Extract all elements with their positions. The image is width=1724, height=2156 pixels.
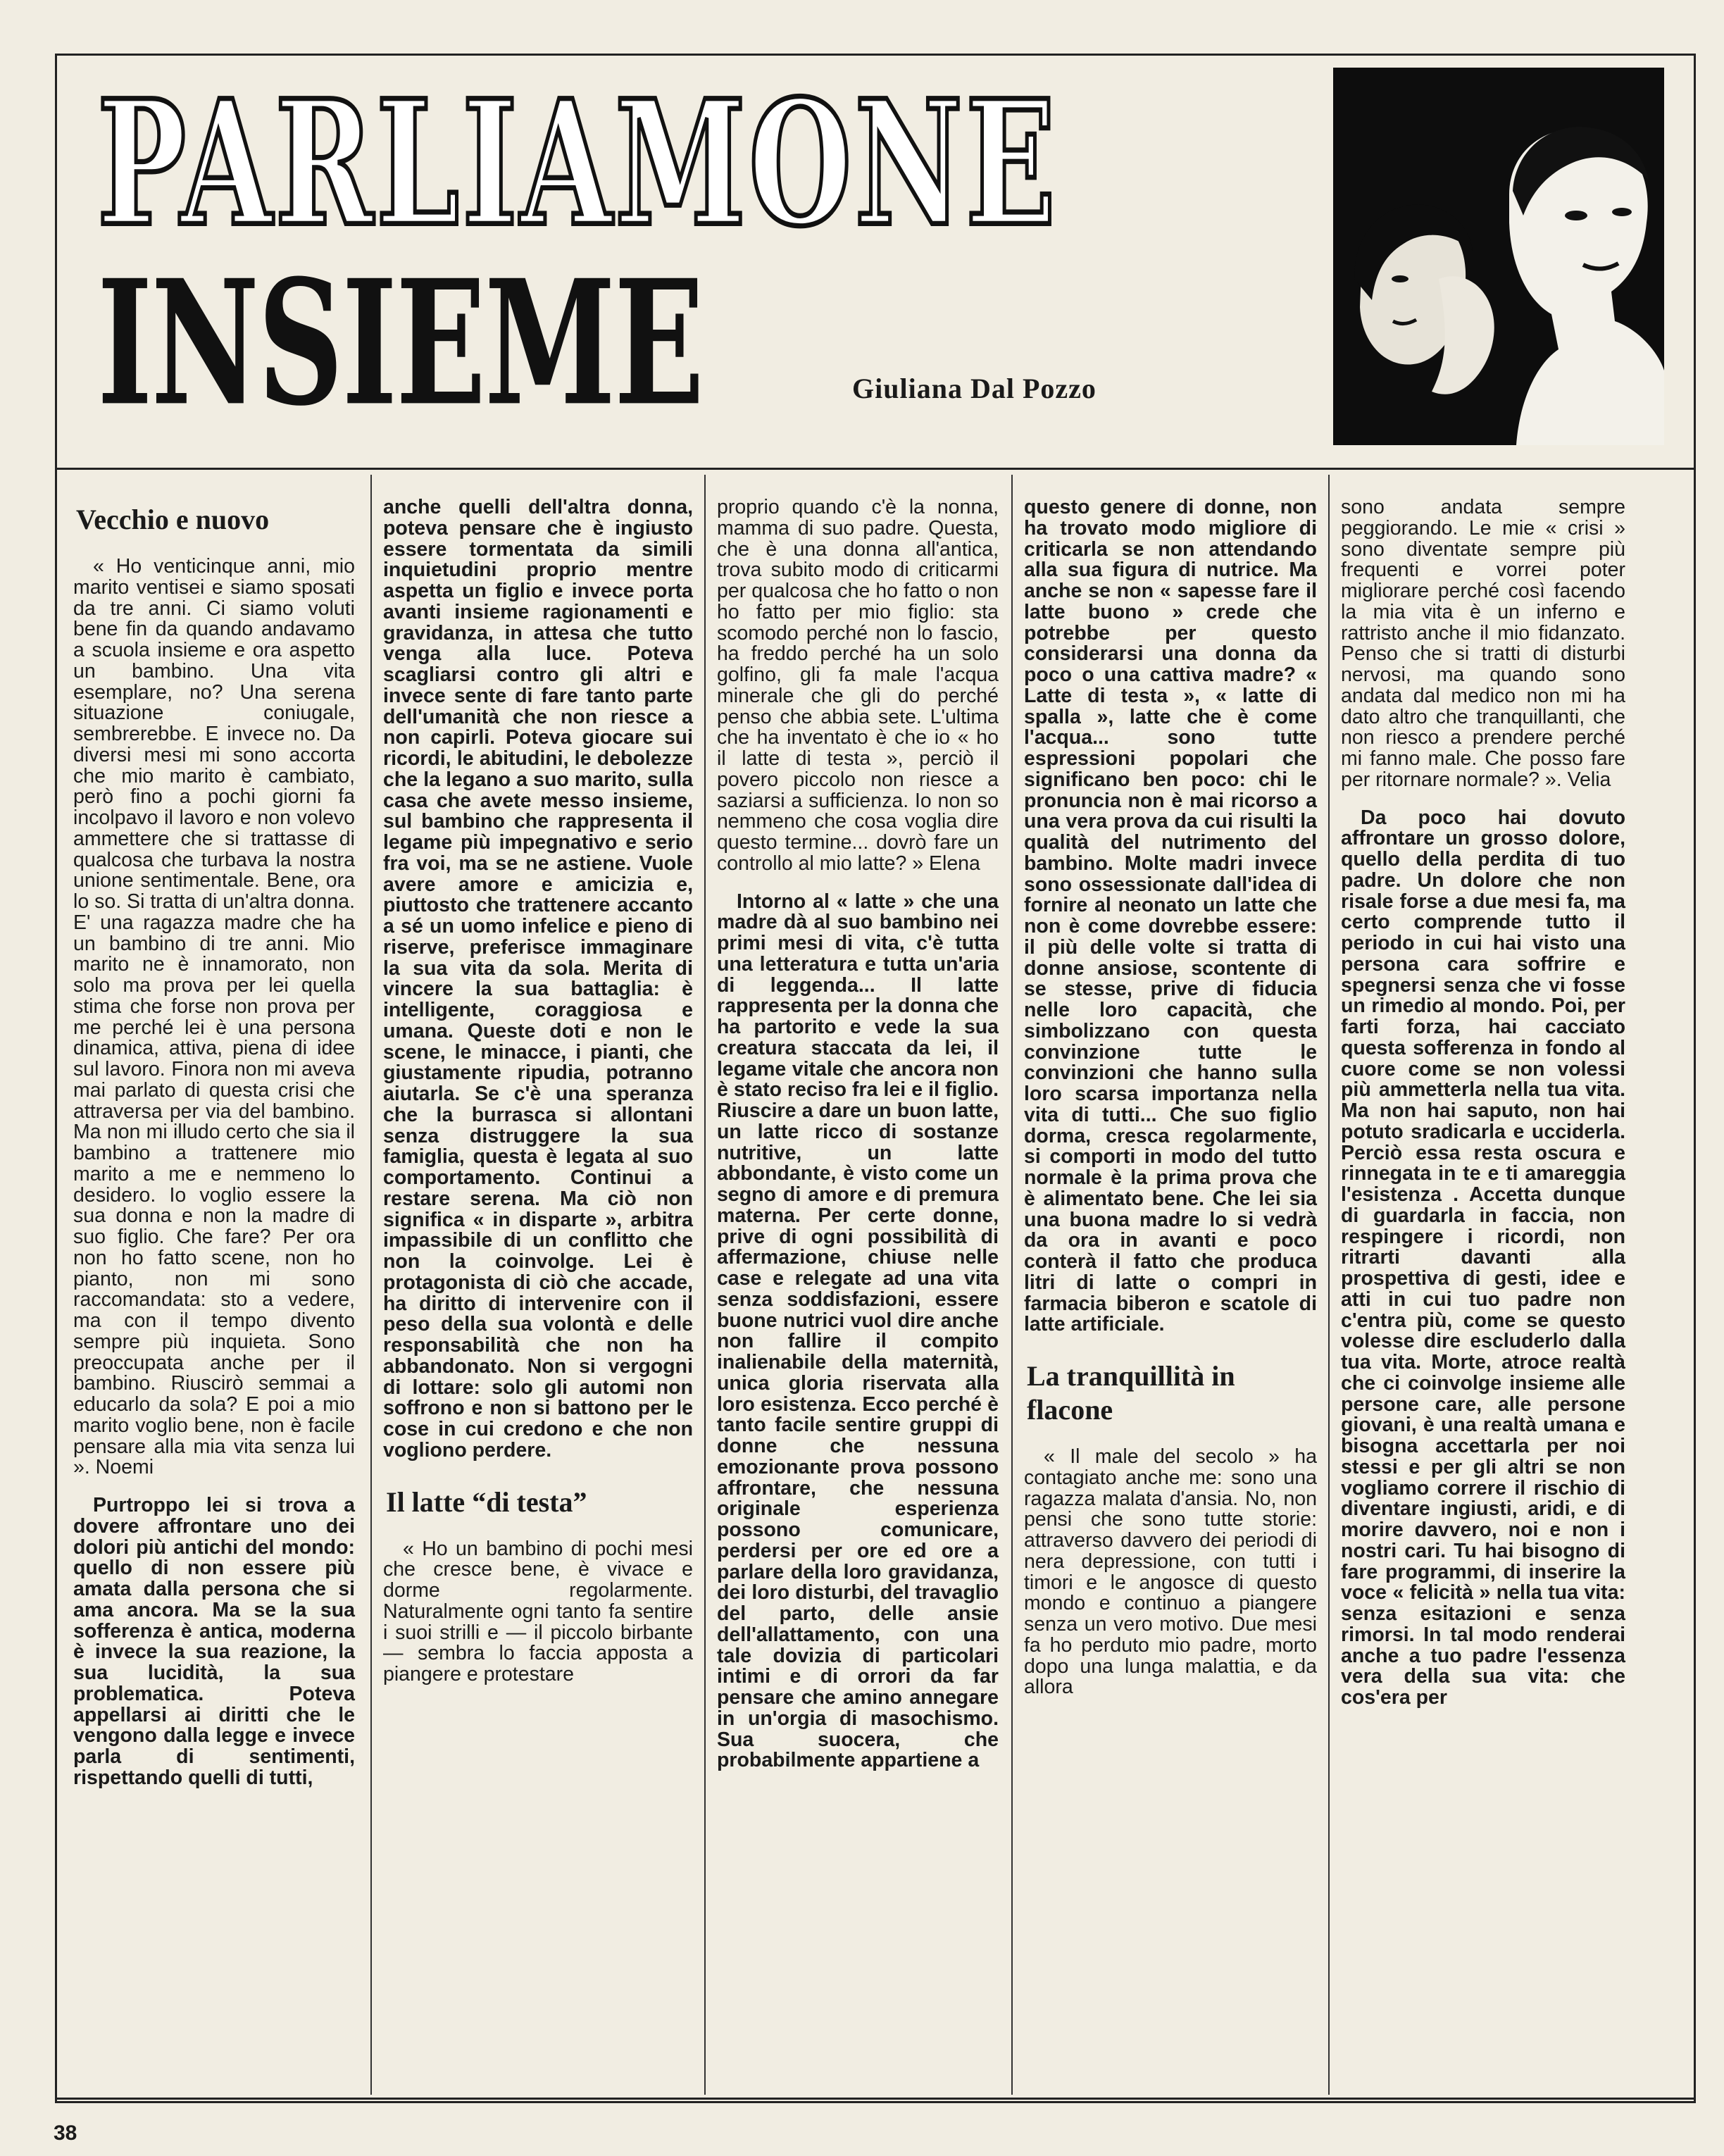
column-2 bbox=[383, 497, 693, 1702]
footer-rule bbox=[55, 2098, 1696, 2100]
columnist-reply: Purtroppo lei si trova a dovere affrontare uno dei dolori più antichi del mondo: quello di non essere più amata dalla persona che si ama ancora. Ma se la sua sofferenza è antica, moderna è invece la sua reazione, la sua lucidità, la sua problematica. Poteva appellarsi ai diritti che le vengono dalla legge e invece parla di sentimenti, rispettando quelli di tutti, bbox=[73, 1494, 355, 1789]
reader-letter: « Ho venticinque anni, mio marito ventisei e siamo sposati da tre anni. Ci siamo voluti bene fin da quando andavamo a scuola insieme e ora aspetto un bambino. Una vita esemplare, no? Una serena situazione coniugale, sembrerebbe. E invece no. Da diversi mesi mi sono accorta che mio marito è cambiato, però fino a pochi giorni fa incolpavo il lavoro e non volevo ammettere che si trattasse di qualcosa che turbava la nostra unione sentimentale. Bene, ora lo so. Si tratta di un'altra donna. E' una ragazza madre che ha un bambino di tre anni. Mio marito ne è innamorato, non solo ma prova per lei quella stima che forse non prova per me perché lei è una persona dinamica, attiva, piena di idee sul lavoro. Finora non mi aveva mai parlato di questa crisi che attraversa per via del bambino. Ma non mi illudo certo che sia il bambino a trattenere mio marito a me e nemmeno lo desidero. Io voglio essere la sua donna e non la madre di suo figlio. Che fare? Per ora non ho fatto scene, non ho pianto, non mi sono raccomandata: sto a vedere, ma con il tempo divento sempre più inquieta. Sono preoccupata anche per il bambino. Riuscirò semmai a educarlo da sola? E poi a mio marito voglio bene, non è facile pensare alla mia vita senza lui ». Noemi bbox=[73, 555, 355, 1479]
reader-letter: « Il male del secolo » ha contagiato anche me: sono una ragazza malata d'ansia. No, non pensi che sono tutte storie: attraverso davvero dei periodi di nera depressione, con tutti i timori e le angosce di questo mondo e continuo a piangere senza un vero motivo. Due mesi fa ho perduto mio padre, morto dopo una lunga malattia, e da allora bbox=[1024, 1445, 1317, 1699]
column-divider bbox=[704, 475, 706, 2095]
masthead-title-solid: INSIEME bbox=[97, 242, 704, 444]
columnist-reply: questo genere di donne, non ha trovato modo migliore di criticarla se non attendando alla sua figura di nutrice. Ma anche se non « sapesse fare il latte buono » crede che potrebbe per questo considerarsi una donna da poco o una cattiva madre? « Latte di testa », « latte di spalla », latte che è come l'acqua... sono tutte espressioni popolari che significano ben poco: chi le pronuncia non è mai ricorso a una vera prova da cui risulti la qualità del nutrimento del bambino. Molte madri invece sono ossessionate dall'idea di fornire al neonato un latte che non è come dovrebbe essere: il più delle volte si tratta di donne ansiose, scontente di se stesse, prive di fiducia nelle loro capacità, che simbolizzano con questa convinzione tutte le convinzioni che hanno sulla loro scarsa importanza nella vita di tutti... Che suo figlio dorma, cresca regolarmente, si comporti in modo del tutto normale è la prima prova che è alimentato bene. Che lei sia una buona madre lo si vedrà da ora in avanti e poco conterà il fatto che produca litri di latte o compri in farmacia biberon e scatole di latte artificiale. bbox=[1024, 496, 1317, 1336]
column-1 bbox=[73, 479, 355, 1806]
reader-letter: sono andata sempre peggiorando. Le mie « crisi » sono diventate sempre più frequenti e vorrei poter migliorare perché così facendo la mia vita è un inferno e rattristo anche il mio fidanzato. Penso che si tratti di disturbi nervosi, ma quando sono andata dal medico non mi ha dato altro che tranquillanti, che non riesco a prendere perché mi fanno male. Che posso fare per ritornare normale? ». Velia bbox=[1341, 496, 1625, 791]
two-women-photo bbox=[1333, 68, 1664, 445]
column-5 bbox=[1341, 497, 1625, 1726]
masthead bbox=[97, 62, 1196, 444]
column-divider bbox=[1011, 475, 1013, 2095]
author-byline: Giuliana Dal Pozzo bbox=[852, 373, 1097, 404]
reader-letter: « Ho un bambino di pochi mesi che cresce bene, è vivace e dorme regolarmente. Naturalmente ogni tanto fa sentire i suoi strilli e — il piccolo birbante — sembra lo faccia apposta a piangere e protestare bbox=[383, 1537, 693, 1685]
columnist-reply: Da poco hai dovuto affrontare un grosso dolore, quello della perdita di tuo padre. Un dolore che non risale forse a due mesi fa, ma certo comprende tutto il periodo in cui hai visto una persona cara soffrire e spegnersi senza che vi fosse un rimedio al mondo. Poi, per farti forza, hai cacciato questa sofferenza in fondo al cuore come se non volessi più ammetterla nella tua vita. Ma non hai saputo, non hai potuto sradicarla e ucciderla. Perciò essa resta oscura e rinnegata in te e ti amareggia l'esistenza . Accetta dunque di guardarla in faccia, non respingere i ricordi, non ritrarti davanti alla prospettiva di gesti, idee e atti in cui tuo padre non c'entra più, come se questo volesse dire escluderlo dalla tua vita. Morte, atroce realtà che ci coinvolge insieme alle persone care, alle persone giovani, è una realtà umana e bisogna accettarla per noi stessi e per gli altri se non vogliamo correre il rischio di diventare ingiusti, aridi, e di morire davvero, noi e non i nostri cari. Tu hai bisogno di fare programmi, di inserire la voce « felicità » nella tua vita: senza esitazioni e senza rimorsi. In tal modo renderai anche a tuo padre l'essenza vera della sua vita: che cos'era per bbox=[1341, 806, 1625, 1709]
reader-letter: proprio quando c'è la nonna, mamma di suo padre. Questa, che è una donna all'antica, trova subito modo di criticarmi per qualcosa che ho fatto o non ho fatto per mio figlio: sta scomodo perché non lo fascio, ha freddo perché ha un solo golfino, gli fa male l'acqua minerale che gli do perché penso che abbia sete. L'ultima che ha inventato è che io « ho il latte di testa », perciò il povero piccolo non riesce a saziarsi a sufficienza. Io non so nemmeno che cosa voglia dire questo termine... dovrò fare un controllo al mio latte? » Elena bbox=[717, 496, 999, 875]
masthead-title-outline: PARLIAMONE bbox=[97, 62, 1059, 265]
section-heading-la-tranquillita-in-flacone: La tranquillità in flacone bbox=[1027, 1360, 1235, 1426]
page-number: 38 bbox=[54, 2121, 77, 2145]
section-heading-vecchio-e-nuovo: Vecchio e nuovo bbox=[76, 504, 270, 535]
section-heading-il-latte-di-testa: Il latte “di testa” bbox=[386, 1485, 587, 1518]
header-rule bbox=[55, 468, 1696, 470]
columnist-reply: Intorno al « latte » che una madre dà al suo bambino nei primi mesi di vita, c'è tutta una letteratura e tutta un'aria di leggenda... Il latte rappresenta per la donna che ha partorito e vede la sua creatura staccata da lei, il legame vitale che ancora non è stato reciso fra lei e il figlio. Riuscire a dare un buon latte, un latte ricco di sostanze nutritive, un latte abbondante, è visto come un segno di amore e di premura materna. Per certe donne, prive di ogni possibilità di affermazione, chiuse nelle case e relegate ad una vita senza soddisfazioni, essere buone nutrici vuol dire anche non fallire il compito inalienabile della maternità, unica gloria riservata alla loro esistenza. Ecco perché è tanto facile sentire gruppi di donne che nessuna emozionante prova possono affrontare, che nessuna originale esperienza possono comunicare, perdersi per ore ed ore a parlare della loro gravidanza, dei loro disturbi, del travaglio del parto, delle ansie dell'allattamento, con una tale dovizia di particolari intimi e di orrori da far pensare che amino annegare in un'orgia di masochismo. Sua suocera, che probabilmente appartiene a bbox=[717, 890, 999, 1772]
column-3 bbox=[717, 497, 999, 1788]
column-divider bbox=[1328, 475, 1330, 2095]
column-divider bbox=[370, 475, 372, 2095]
columnist-reply: anche quelli dell'altra donna, poteva pensare che è ingiusto essere tormentata da simili inquietudini proprio mentre aspetta un figlio e invece porta avanti insieme ragionamenti e gravidanza, in attesa che tutto venga alla luce. Poteva scagliarsi contro gli altri e invece sente di fare tanto parte dell'umanità che non riesce a non capirli. Poteva giocare sui ricordi, le abitudini, le debolezze che la legano a suo marito, sulla casa che avete messo insieme, sul bambino che rappresenta il legame più impegnativo e serio fra voi, ma se ne astiene. Vuole avere amore e amicizia e, piuttosto che trattenere accanto a sé un uomo infelice e pieno di riserve, preferisce immaginare la sua vita da sola. Merita di vincere la sua battaglia: è intelligente, coraggiosa e umana. Queste doti e non le scene, le minacce, i pianti, che giustamente ripudia, potranno aiutarla. Se c'è una speranza che la burrasca si allontani senza distruggere la sua famiglia, questa è legata al suo comportamento. Continui a restare serena. Ma ciò non significa « in disparte », arbitra impassibile di un conflitto che non la coinvolge. Lei è protagonista di ciò che accade, ha diritto di intervenire con il peso della sua volontà e delle responsabilità che non ha abbandonato. Non si vergogni di lottare: solo gli automi non soffrono e non si battono per le cose in cui credono e che non vogliono perdere. bbox=[383, 496, 693, 1462]
column-4 bbox=[1024, 497, 1317, 1715]
